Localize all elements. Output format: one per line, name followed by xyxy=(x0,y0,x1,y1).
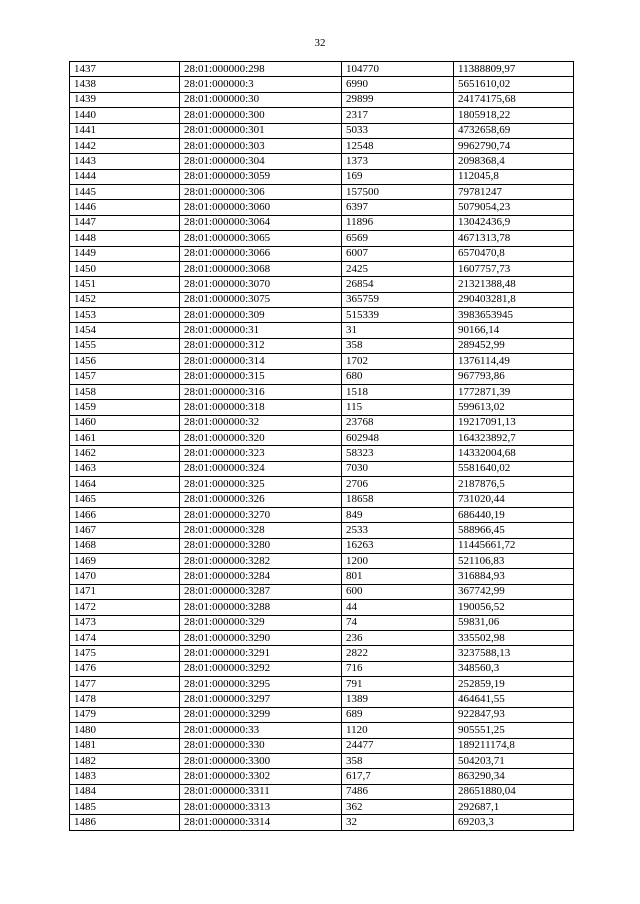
row-number-cell: 1454 xyxy=(70,323,180,338)
cadastral-number-cell: 28:01:000000:3068 xyxy=(180,261,342,276)
cadastral-number-cell: 28:01:000000:315 xyxy=(180,369,342,384)
area-cell: 716 xyxy=(342,661,454,676)
row-number-cell: 1448 xyxy=(70,231,180,246)
area-cell: 849 xyxy=(342,507,454,522)
table-row xyxy=(70,753,574,768)
value-cell: 367742,99 xyxy=(454,584,574,599)
value-cell: 11445661,72 xyxy=(454,538,574,553)
cadastral-number-cell: 28:01:000000:3288 xyxy=(180,600,342,615)
table-row xyxy=(70,477,574,492)
value-cell: 316884,93 xyxy=(454,569,574,584)
area-cell: 26854 xyxy=(342,277,454,292)
area-cell: 358 xyxy=(342,338,454,353)
row-number-cell: 1441 xyxy=(70,123,180,138)
value-cell: 1772871,39 xyxy=(454,384,574,399)
cadastral-number-cell: 28:01:000000:3295 xyxy=(180,677,342,692)
table-row xyxy=(70,62,574,77)
area-cell: 365759 xyxy=(342,292,454,307)
table-row xyxy=(70,108,574,123)
row-number-cell: 1472 xyxy=(70,600,180,615)
table-row xyxy=(70,415,574,430)
table-row xyxy=(70,77,574,92)
value-cell: 2098368,4 xyxy=(454,154,574,169)
cadastral-number-cell: 28:01:000000:3065 xyxy=(180,231,342,246)
cadastral-number-cell: 28:01:000000:3300 xyxy=(180,753,342,768)
value-cell: 922847,93 xyxy=(454,707,574,722)
area-cell: 1120 xyxy=(342,723,454,738)
row-number-cell: 1458 xyxy=(70,384,180,399)
area-cell: 5033 xyxy=(342,123,454,138)
value-cell: 1607757,73 xyxy=(454,261,574,276)
value-cell: 21321388,48 xyxy=(454,277,574,292)
table-row xyxy=(70,707,574,722)
row-number-cell: 1486 xyxy=(70,815,180,830)
row-number-cell: 1438 xyxy=(70,77,180,92)
table-row xyxy=(70,569,574,584)
table-row xyxy=(70,554,574,569)
row-number-cell: 1450 xyxy=(70,261,180,276)
value-cell: 686440,19 xyxy=(454,507,574,522)
value-cell: 189211174,8 xyxy=(454,738,574,753)
cadastral-number-cell: 28:01:000000:3060 xyxy=(180,200,342,215)
table-row xyxy=(70,138,574,153)
area-cell: 24477 xyxy=(342,738,454,753)
table-row xyxy=(70,584,574,599)
cadastral-number-cell: 28:01:000000:3297 xyxy=(180,692,342,707)
value-cell: 59831,06 xyxy=(454,615,574,630)
value-cell: 863290,34 xyxy=(454,769,574,784)
row-number-cell: 1467 xyxy=(70,523,180,538)
row-number-cell: 1447 xyxy=(70,215,180,230)
cadastral-number-cell: 28:01:000000:3270 xyxy=(180,507,342,522)
table-row xyxy=(70,630,574,645)
value-cell: 521106,83 xyxy=(454,554,574,569)
row-number-cell: 1478 xyxy=(70,692,180,707)
value-cell: 292687,1 xyxy=(454,800,574,815)
area-cell: 2822 xyxy=(342,646,454,661)
value-cell: 5651610,02 xyxy=(454,77,574,92)
value-cell: 164323892,7 xyxy=(454,431,574,446)
table-row xyxy=(70,384,574,399)
cadastral-number-cell: 28:01:000000:3059 xyxy=(180,169,342,184)
cadastral-number-cell: 28:01:000000:326 xyxy=(180,492,342,507)
cadastral-number-cell: 28:01:000000:301 xyxy=(180,123,342,138)
cadastral-number-cell: 28:01:000000:323 xyxy=(180,446,342,461)
area-cell: 1373 xyxy=(342,154,454,169)
cadastral-number-cell: 28:01:000000:3070 xyxy=(180,277,342,292)
table-row xyxy=(70,600,574,615)
table-row xyxy=(70,338,574,353)
area-cell: 6397 xyxy=(342,200,454,215)
cadastral-number-cell: 28:01:000000:330 xyxy=(180,738,342,753)
area-cell: 2706 xyxy=(342,477,454,492)
value-cell: 11388809,97 xyxy=(454,62,574,77)
value-cell: 14332004,68 xyxy=(454,446,574,461)
row-number-cell: 1474 xyxy=(70,630,180,645)
area-cell: 1518 xyxy=(342,384,454,399)
table-row xyxy=(70,308,574,323)
area-cell: 362 xyxy=(342,800,454,815)
area-cell: 12548 xyxy=(342,138,454,153)
area-cell: 1389 xyxy=(342,692,454,707)
value-cell: 90166,14 xyxy=(454,323,574,338)
row-number-cell: 1439 xyxy=(70,92,180,107)
table-row xyxy=(70,615,574,630)
cadastral-number-cell: 28:01:000000:3064 xyxy=(180,215,342,230)
table-row xyxy=(70,784,574,799)
area-cell: 16263 xyxy=(342,538,454,553)
table-row xyxy=(70,431,574,446)
area-cell: 791 xyxy=(342,677,454,692)
area-cell: 1702 xyxy=(342,354,454,369)
table-row xyxy=(70,261,574,276)
row-number-cell: 1477 xyxy=(70,677,180,692)
value-cell: 2187876,5 xyxy=(454,477,574,492)
table-body xyxy=(70,62,574,831)
area-cell: 44 xyxy=(342,600,454,615)
table-row xyxy=(70,492,574,507)
cadastral-number-cell: 28:01:000000:3311 xyxy=(180,784,342,799)
value-cell: 504203,71 xyxy=(454,753,574,768)
cadastral-number-cell: 28:01:000000:3292 xyxy=(180,661,342,676)
cadastral-number-cell: 28:01:000000:32 xyxy=(180,415,342,430)
area-cell: 157500 xyxy=(342,185,454,200)
cadastral-number-cell: 28:01:000000:320 xyxy=(180,431,342,446)
value-cell: 3983653945 xyxy=(454,308,574,323)
table-row xyxy=(70,400,574,415)
cadastral-number-cell: 28:01:000000:3 xyxy=(180,77,342,92)
cadastral-number-cell: 28:01:000000:3302 xyxy=(180,769,342,784)
row-number-cell: 1457 xyxy=(70,369,180,384)
cadastral-number-cell: 28:01:000000:33 xyxy=(180,723,342,738)
area-cell: 515339 xyxy=(342,308,454,323)
row-number-cell: 1446 xyxy=(70,200,180,215)
cadastral-number-cell: 28:01:000000:298 xyxy=(180,62,342,77)
row-number-cell: 1475 xyxy=(70,646,180,661)
row-number-cell: 1461 xyxy=(70,431,180,446)
row-number-cell: 1469 xyxy=(70,554,180,569)
table-row xyxy=(70,738,574,753)
table-row xyxy=(70,446,574,461)
value-cell: 335502,98 xyxy=(454,630,574,645)
area-cell: 6569 xyxy=(342,231,454,246)
cadastral-number-cell: 28:01:000000:3290 xyxy=(180,630,342,645)
area-cell: 115 xyxy=(342,400,454,415)
value-cell: 464641,55 xyxy=(454,692,574,707)
table-row xyxy=(70,461,574,476)
value-cell: 190056,52 xyxy=(454,600,574,615)
area-cell: 2425 xyxy=(342,261,454,276)
area-cell: 6990 xyxy=(342,77,454,92)
area-cell: 236 xyxy=(342,630,454,645)
row-number-cell: 1463 xyxy=(70,461,180,476)
row-number-cell: 1473 xyxy=(70,615,180,630)
table-row xyxy=(70,723,574,738)
table-row xyxy=(70,538,574,553)
cadastral-number-cell: 28:01:000000:329 xyxy=(180,615,342,630)
row-number-cell: 1485 xyxy=(70,800,180,815)
row-number-cell: 1479 xyxy=(70,707,180,722)
table-row xyxy=(70,369,574,384)
row-number-cell: 1464 xyxy=(70,477,180,492)
area-cell: 23768 xyxy=(342,415,454,430)
value-cell: 19217091,13 xyxy=(454,415,574,430)
cadastral-number-cell: 28:01:000000:31 xyxy=(180,323,342,338)
row-number-cell: 1449 xyxy=(70,246,180,261)
table-row xyxy=(70,646,574,661)
area-cell: 104770 xyxy=(342,62,454,77)
row-number-cell: 1459 xyxy=(70,400,180,415)
cadastral-number-cell: 28:01:000000:300 xyxy=(180,108,342,123)
table-row xyxy=(70,92,574,107)
area-cell: 680 xyxy=(342,369,454,384)
area-cell: 11896 xyxy=(342,215,454,230)
area-cell: 689 xyxy=(342,707,454,722)
table-row xyxy=(70,661,574,676)
row-number-cell: 1442 xyxy=(70,138,180,153)
row-number-cell: 1465 xyxy=(70,492,180,507)
cadastral-number-cell: 28:01:000000:325 xyxy=(180,477,342,492)
value-cell: 13042436,9 xyxy=(454,215,574,230)
table-row xyxy=(70,692,574,707)
table-row xyxy=(70,769,574,784)
area-cell: 29899 xyxy=(342,92,454,107)
table-row xyxy=(70,246,574,261)
page-number: 32 xyxy=(314,37,326,49)
row-number-cell: 1451 xyxy=(70,277,180,292)
cadastral-number-cell: 28:01:000000:3287 xyxy=(180,584,342,599)
row-number-cell: 1455 xyxy=(70,338,180,353)
table-row xyxy=(70,507,574,522)
area-cell: 7486 xyxy=(342,784,454,799)
cadastral-number-cell: 28:01:000000:328 xyxy=(180,523,342,538)
area-cell: 32 xyxy=(342,815,454,830)
area-cell: 2317 xyxy=(342,108,454,123)
row-number-cell: 1481 xyxy=(70,738,180,753)
table-row xyxy=(70,154,574,169)
area-cell: 7030 xyxy=(342,461,454,476)
row-number-cell: 1484 xyxy=(70,784,180,799)
cadastral-number-cell: 28:01:000000:304 xyxy=(180,154,342,169)
value-cell: 599613,02 xyxy=(454,400,574,415)
row-number-cell: 1471 xyxy=(70,584,180,599)
cadastral-number-cell: 28:01:000000:316 xyxy=(180,384,342,399)
table-row xyxy=(70,354,574,369)
area-cell: 2533 xyxy=(342,523,454,538)
cadastral-number-cell: 28:01:000000:3284 xyxy=(180,569,342,584)
table-row xyxy=(70,123,574,138)
value-cell: 5079054,23 xyxy=(454,200,574,215)
value-cell: 1376114,49 xyxy=(454,354,574,369)
cadastral-number-cell: 28:01:000000:3282 xyxy=(180,554,342,569)
area-cell: 6007 xyxy=(342,246,454,261)
row-number-cell: 1468 xyxy=(70,538,180,553)
cadastral-number-cell: 28:01:000000:3313 xyxy=(180,800,342,815)
value-cell: 290403281,8 xyxy=(454,292,574,307)
value-cell: 731020,44 xyxy=(454,492,574,507)
area-cell: 801 xyxy=(342,569,454,584)
table-row xyxy=(70,215,574,230)
area-cell: 602948 xyxy=(342,431,454,446)
row-number-cell: 1460 xyxy=(70,415,180,430)
cadastral-number-cell: 28:01:000000:3291 xyxy=(180,646,342,661)
value-cell: 112045,8 xyxy=(454,169,574,184)
row-number-cell: 1470 xyxy=(70,569,180,584)
area-cell: 600 xyxy=(342,584,454,599)
cadastral-number-cell: 28:01:000000:309 xyxy=(180,308,342,323)
area-cell: 31 xyxy=(342,323,454,338)
cadastral-number-cell: 28:01:000000:312 xyxy=(180,338,342,353)
row-number-cell: 1482 xyxy=(70,753,180,768)
table-row xyxy=(70,277,574,292)
value-cell: 4671313,78 xyxy=(454,231,574,246)
table-row xyxy=(70,169,574,184)
row-number-cell: 1462 xyxy=(70,446,180,461)
area-cell: 358 xyxy=(342,753,454,768)
row-number-cell: 1483 xyxy=(70,769,180,784)
row-number-cell: 1437 xyxy=(70,62,180,77)
row-number-cell: 1480 xyxy=(70,723,180,738)
cadastral-number-cell: 28:01:000000:30 xyxy=(180,92,342,107)
row-number-cell: 1453 xyxy=(70,308,180,323)
value-cell: 905551,25 xyxy=(454,723,574,738)
area-cell: 74 xyxy=(342,615,454,630)
cadastral-number-cell: 28:01:000000:318 xyxy=(180,400,342,415)
value-cell: 9962790,74 xyxy=(454,138,574,153)
cadastral-table xyxy=(69,61,574,831)
value-cell: 348560,3 xyxy=(454,661,574,676)
value-cell: 3237588,13 xyxy=(454,646,574,661)
cadastral-number-cell: 28:01:000000:3280 xyxy=(180,538,342,553)
cadastral-number-cell: 28:01:000000:324 xyxy=(180,461,342,476)
table-row xyxy=(70,523,574,538)
table-row xyxy=(70,231,574,246)
cadastral-number-cell: 28:01:000000:306 xyxy=(180,185,342,200)
cadastral-number-cell: 28:01:000000:303 xyxy=(180,138,342,153)
cadastral-number-cell: 28:01:000000:3314 xyxy=(180,815,342,830)
area-cell: 169 xyxy=(342,169,454,184)
area-cell: 1200 xyxy=(342,554,454,569)
row-number-cell: 1476 xyxy=(70,661,180,676)
table-row xyxy=(70,800,574,815)
table-row xyxy=(70,323,574,338)
cadastral-number-cell: 28:01:000000:3066 xyxy=(180,246,342,261)
value-cell: 588966,45 xyxy=(454,523,574,538)
value-cell: 289452,99 xyxy=(454,338,574,353)
area-cell: 617,7 xyxy=(342,769,454,784)
value-cell: 967793,86 xyxy=(454,369,574,384)
table-row xyxy=(70,185,574,200)
row-number-cell: 1445 xyxy=(70,185,180,200)
value-cell: 5581640,02 xyxy=(454,461,574,476)
value-cell: 24174175,68 xyxy=(454,92,574,107)
value-cell: 252859,19 xyxy=(454,677,574,692)
table-row xyxy=(70,815,574,830)
row-number-cell: 1443 xyxy=(70,154,180,169)
cadastral-number-cell: 28:01:000000:314 xyxy=(180,354,342,369)
value-cell: 79781247 xyxy=(454,185,574,200)
table-row xyxy=(70,200,574,215)
table-row xyxy=(70,677,574,692)
table-row xyxy=(70,292,574,307)
value-cell: 6570470,8 xyxy=(454,246,574,261)
cadastral-number-cell: 28:01:000000:3299 xyxy=(180,707,342,722)
area-cell: 18658 xyxy=(342,492,454,507)
value-cell: 69203,3 xyxy=(454,815,574,830)
value-cell: 4732658,69 xyxy=(454,123,574,138)
row-number-cell: 1452 xyxy=(70,292,180,307)
value-cell: 28651880,04 xyxy=(454,784,574,799)
row-number-cell: 1440 xyxy=(70,108,180,123)
row-number-cell: 1466 xyxy=(70,507,180,522)
row-number-cell: 1444 xyxy=(70,169,180,184)
area-cell: 58323 xyxy=(342,446,454,461)
value-cell: 1805918,22 xyxy=(454,108,574,123)
row-number-cell: 1456 xyxy=(70,354,180,369)
cadastral-number-cell: 28:01:000000:3075 xyxy=(180,292,342,307)
